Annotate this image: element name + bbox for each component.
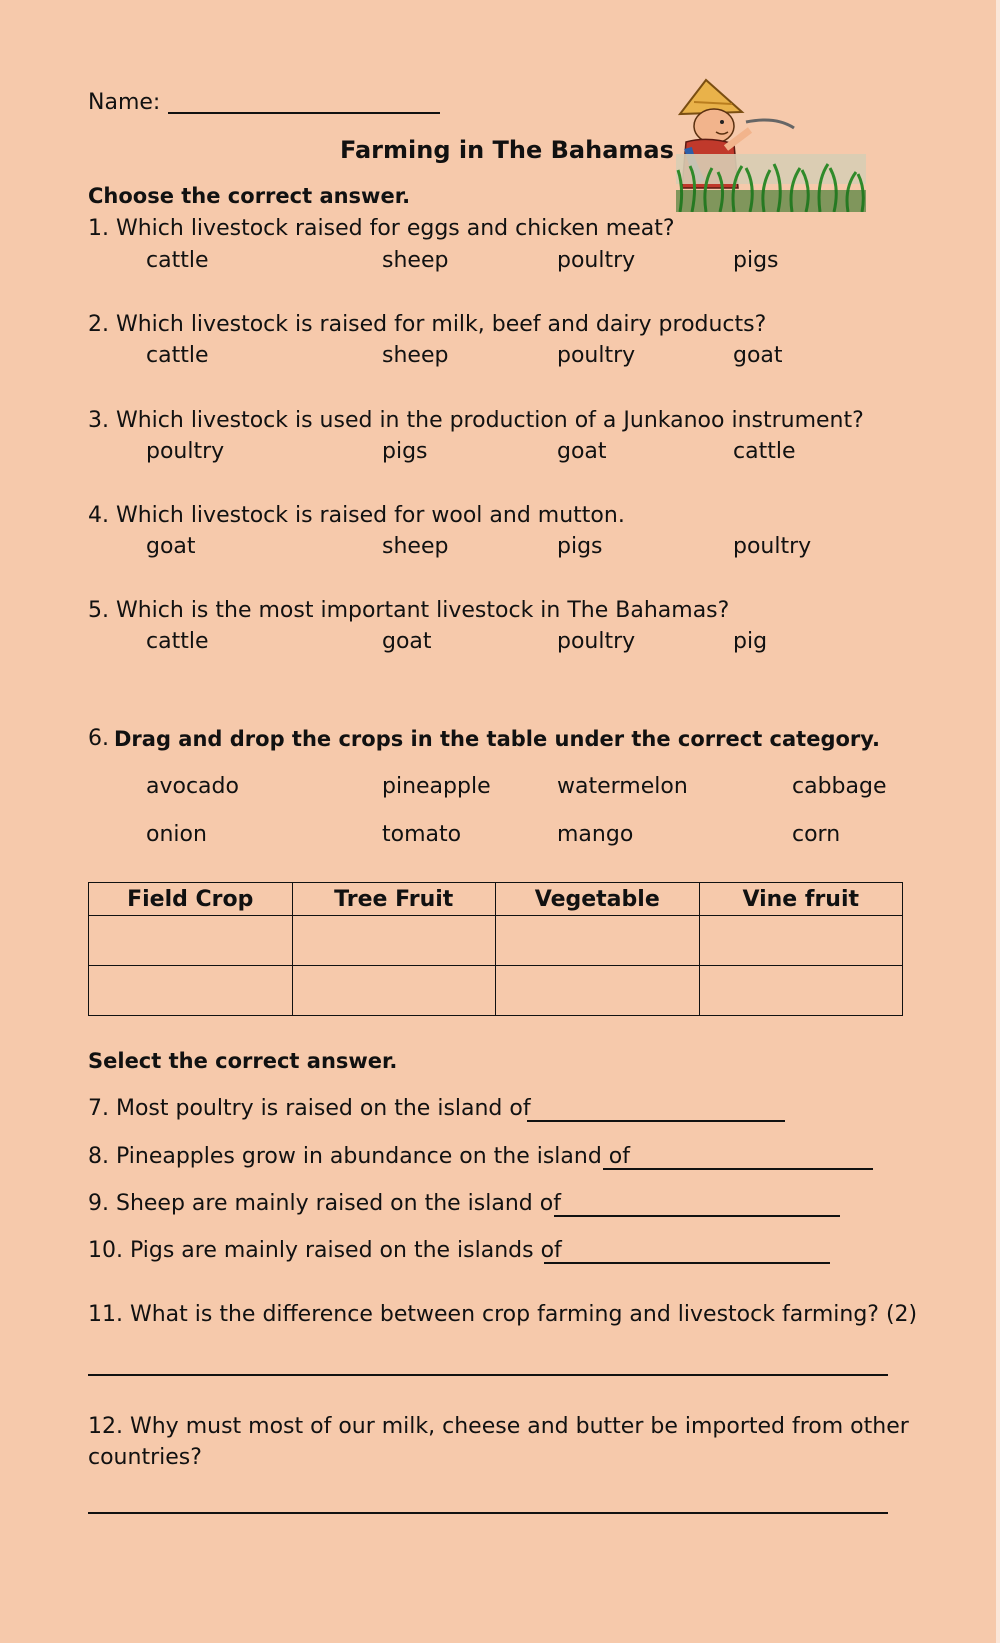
crop-chip[interactable]: cabbage xyxy=(792,774,887,799)
q5-option[interactable]: cattle xyxy=(146,629,209,654)
question-5: 5. Which is the most important livestock in The Bahamas? xyxy=(88,598,730,623)
section2-instruction: Drag and drop the crops in the table under the correct category. xyxy=(114,727,881,751)
q1-option[interactable]: sheep xyxy=(382,248,449,273)
question-11: 11. What is the difference between crop farming and livestock farming? (2) xyxy=(88,1302,918,1327)
crop-chip[interactable]: avocado xyxy=(146,774,239,799)
question-12-continued: countries? xyxy=(88,1445,202,1470)
drop-zone-vine-fruit[interactable] xyxy=(699,916,903,966)
answer-field-11[interactable] xyxy=(88,1374,888,1376)
drop-zone-field-crop[interactable] xyxy=(89,966,293,1016)
q2-option[interactable]: goat xyxy=(733,343,783,368)
q1-option[interactable]: cattle xyxy=(146,248,209,273)
drop-zone-tree-fruit[interactable] xyxy=(292,916,496,966)
question-4: 4. Which livestock is raised for wool and mutton. xyxy=(88,503,625,528)
drop-zone-tree-fruit[interactable] xyxy=(292,966,496,1016)
drop-zone-field-crop[interactable] xyxy=(89,916,293,966)
question-6-number: 6. xyxy=(88,726,109,751)
q5-option[interactable]: poultry xyxy=(557,629,636,654)
section3-instruction: Select the correct answer. xyxy=(88,1049,398,1073)
name-field[interactable] xyxy=(168,112,440,114)
q1-option[interactable]: pigs xyxy=(733,248,779,273)
question-12: 12. Why must most of our milk, cheese and butter be imported from other xyxy=(88,1414,909,1439)
answer-field-9[interactable] xyxy=(554,1215,840,1217)
question-2: 2. Which livestock is raised for milk, beef and dairy products? xyxy=(88,312,767,337)
q3-option[interactable]: poultry xyxy=(146,439,225,464)
crop-chip[interactable]: mango xyxy=(557,822,634,847)
drop-zone-vine-fruit[interactable] xyxy=(699,966,903,1016)
q4-option[interactable]: sheep xyxy=(382,534,449,559)
q2-option[interactable]: cattle xyxy=(146,343,209,368)
drop-zone-vegetable[interactable] xyxy=(496,966,700,1016)
answer-field-12[interactable] xyxy=(88,1512,888,1514)
q3-option[interactable]: goat xyxy=(557,439,607,464)
name-label: Name: xyxy=(88,90,161,115)
q5-option[interactable]: pig xyxy=(733,629,768,654)
q5-option[interactable]: goat xyxy=(382,629,432,654)
page-title: Farming in The Bahamas xyxy=(340,136,674,164)
table-header-tree-fruit: Tree Fruit xyxy=(292,883,496,916)
q2-option[interactable]: poultry xyxy=(557,343,636,368)
q4-option[interactable]: poultry xyxy=(733,534,812,559)
q2-option[interactable]: sheep xyxy=(382,343,449,368)
drop-zone-vegetable[interactable] xyxy=(496,916,700,966)
crop-chip[interactable]: tomato xyxy=(382,822,462,847)
table-header-vine-fruit: Vine fruit xyxy=(699,883,903,916)
crop-chip[interactable]: watermelon xyxy=(557,774,688,799)
q3-option[interactable]: pigs xyxy=(382,439,428,464)
question-3: 3. Which livestock is used in the production of a Junkanoo instrument? xyxy=(88,408,864,433)
crop-category-table xyxy=(88,882,903,1016)
farmer-in-field-icon xyxy=(672,78,872,212)
question-10: 10. Pigs are mainly raised on the islands of xyxy=(88,1238,562,1263)
section1-instruction: Choose the correct answer. xyxy=(88,184,411,208)
question-8: 8. Pineapples grow in abundance on the island of xyxy=(88,1144,631,1169)
q4-option[interactable]: goat xyxy=(146,534,196,559)
crop-chip[interactable]: corn xyxy=(792,822,841,847)
answer-field-7[interactable] xyxy=(527,1120,785,1122)
crop-chip[interactable]: pineapple xyxy=(382,774,491,799)
question-1: 1. Which livestock raised for eggs and chicken meat? xyxy=(88,216,675,241)
q3-option[interactable]: cattle xyxy=(733,439,796,464)
answer-field-8[interactable] xyxy=(603,1168,873,1170)
question-7: 7. Most poultry is raised on the island of xyxy=(88,1096,531,1121)
q4-option[interactable]: pigs xyxy=(557,534,603,559)
table-header-vegetable: Vegetable xyxy=(496,883,700,916)
table-header-field-crop: Field Crop xyxy=(89,883,293,916)
question-9: 9. Sheep are mainly raised on the island of xyxy=(88,1191,561,1216)
q1-option[interactable]: poultry xyxy=(557,248,636,273)
crop-chip[interactable]: onion xyxy=(146,822,207,847)
answer-field-10[interactable] xyxy=(544,1262,830,1264)
